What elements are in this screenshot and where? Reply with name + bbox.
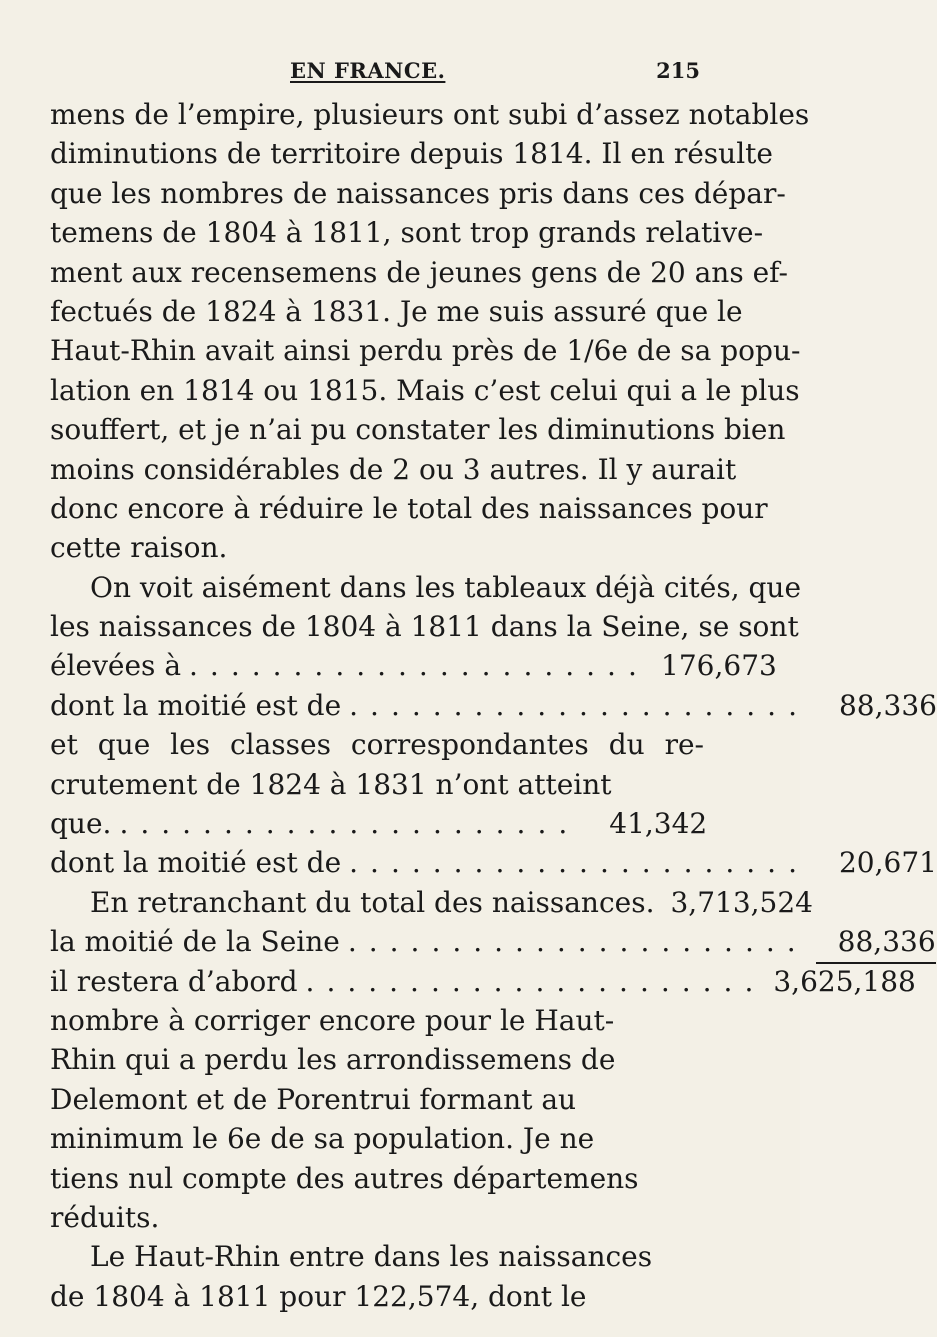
text-line: minimum le 6e de sa population. Je ne (50, 1122, 595, 1156)
row-label: que. (50, 807, 112, 841)
text-line: tiens nul compte des autres départemens (50, 1161, 639, 1195)
figure-row (50, 646, 777, 685)
figure-row (50, 922, 936, 961)
row-label: En retranchant du total des naissances. (90, 885, 655, 919)
text-line: Haut-Rhin avait ainsi perdu près de 1/6e de sa popu- (50, 334, 801, 368)
dot-leader: ...................... (347, 925, 808, 959)
paragraph-2 (50, 568, 937, 1238)
text-line: les naissances de 1804 à 1811 dans la Seine, se sont (50, 610, 799, 644)
text-line: ment aux recensemens de jeunes gens de 20 ans ef- (50, 255, 788, 289)
row-label: la moitié de la Seine (50, 925, 340, 959)
page-number: 215 (656, 58, 700, 83)
dot-leader: ...................... (305, 964, 766, 998)
row-label: il restera d’abord (50, 964, 298, 998)
row-value: 20,671 (838, 846, 937, 880)
text-line: réduits. (50, 1200, 160, 1234)
text-line: Delemont et de Porentrui formant au (50, 1082, 577, 1116)
row-value: 3,713,524 (670, 885, 813, 919)
running-title: EN FRANCE. (290, 58, 446, 83)
text-line: de 1804 à 1811 pour 122,574, dont le (50, 1279, 587, 1313)
text-line: cette raison. (50, 531, 228, 565)
body-text (50, 95, 937, 1316)
text-line: nombre à corriger encore pour le Haut- (50, 1003, 615, 1037)
row-value: 41,342 (609, 807, 708, 841)
text-line: mens de l’empire, plusieurs ont subi d’assez notables (50, 98, 810, 131)
row-label: dont la moitié est de (50, 846, 342, 880)
figure-row (50, 686, 937, 725)
figure-row (50, 843, 937, 882)
text-line: que les nombres de naissances pris dans ces dépar- (50, 176, 786, 210)
text-line: fectués de 1824 à 1831. Je me suis assuré que le (50, 294, 743, 328)
text-line: crutement de 1824 à 1831 n’ont atteint (50, 767, 612, 801)
text-line: Rhin qui a perdu les arrondissemens de (50, 1043, 616, 1077)
text-line: moins considérables de 2 ou 3 autres. Il y aurait (50, 452, 737, 486)
row-value: 88,336 (816, 922, 936, 963)
figure-row (50, 883, 813, 922)
row-label: dont la moitié est de (50, 688, 342, 722)
dot-leader: ...................... (349, 688, 809, 722)
row-value: 3,625,188 (773, 964, 916, 998)
row-label: élevées à (50, 649, 182, 683)
text-line: et que les classes correspondantes du re- (50, 728, 704, 762)
dot-leader: ...................... (119, 807, 580, 841)
paragraph-1 (50, 95, 810, 568)
dot-leader: ...................... (349, 846, 809, 880)
paragraph-3 (50, 1237, 704, 1316)
page-header (0, 58, 800, 88)
text-line: lation en 1814 ou 1815. Mais c’est celui qui a le plus (50, 373, 800, 407)
dot-leader: ...................... (189, 649, 649, 683)
figure-row (50, 962, 916, 1001)
text-line: On voit aisément dans les tableaux déjà cités, que (90, 570, 802, 604)
row-value: 176,673 (661, 649, 777, 683)
text-line: souffert, et je n’ai pu constater les diminutions bien (50, 413, 786, 447)
text-line: temens de 1804 à 1811, sont trop grands relative- (50, 216, 764, 250)
text-line: Le Haut-Rhin entre dans les naissances (90, 1240, 653, 1274)
text-line: diminutions de territoire depuis 1814. Il en résulte (50, 137, 773, 171)
text-line: donc encore à réduire le total des naissances pour (50, 491, 768, 525)
figure-row (50, 804, 708, 843)
row-value: 88,336 (838, 688, 937, 722)
